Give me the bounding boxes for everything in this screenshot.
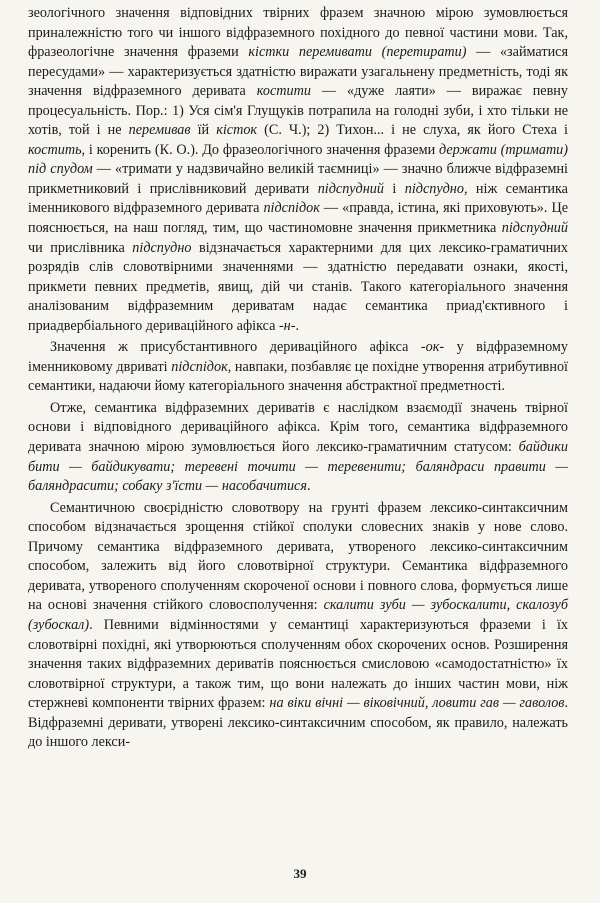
- paragraph: [28, 338, 568, 397]
- italic-run: скалити зуби — зубоскалити, скалозуб (зубоскал): [28, 597, 568, 633]
- text-run: . Певними відмінностями у семантиці характеризуються фраземи і їх словотвірні похідні, які утворюються сполученням обох скорочених основ. Розширення значення таких відфраземних дериватів пояснюється смисловою «самодостатністю» їх словотвірної структури, а також тим, що вони належать до інших частин мови, ніж стержневі компоненти твірних фразем:: [28, 616, 568, 712]
- text-run: Значення ж присубстантивного дериваційного афікса: [50, 339, 421, 356]
- text-run: , і коренить (К. О.). До фразеологічного значення фраземи: [81, 141, 440, 158]
- text-run: , ніж семантика іменникового відфраземного деривата: [28, 180, 568, 217]
- text-run: зеологічного значення відповідних твірних фразем значною мірою зумовлюється приналежністю того чи іншого відфраземного похідного до певної частини мови. Так, фразеологічне значення фраземи: [28, 5, 568, 61]
- italic-run: підспудно: [404, 180, 464, 197]
- text-run: — «правда, істина, які приховують». Це пояснюється, на наш погляд, тим, що частиномовне значення прикметника: [28, 200, 568, 237]
- text-run: — «тримати у надзвичайно великій таємниці» — значно ближче відфраземні прикметниковий і прислівниковий деривати: [28, 161, 568, 197]
- text-run: . Відфраземні деривати, утворені лексико-синтаксичним способом, як правило, належать до іншого лекси-: [28, 695, 568, 751]
- text-run: у відфраземному іменниковому двриваті: [28, 339, 568, 375]
- italic-run: байдики бити — байдикувати; теревені точити — теревенити; баляндраси правити — баляндрасити; собаку з'їсти — насобачитися: [28, 439, 568, 495]
- page-number: 39: [293, 866, 307, 881]
- italic-run: костити: [256, 83, 311, 100]
- page-body: [28, 4, 568, 753]
- text-run: (С. Ч.); 2) Тихон... і не слуха, як його Стеха і: [257, 122, 568, 139]
- text-run: чи прислівника: [28, 239, 133, 256]
- paragraph: [28, 399, 568, 497]
- italic-run: кісток: [216, 122, 258, 139]
- italic-run: -ок-: [420, 339, 445, 356]
- italic-run: підспідок: [171, 358, 228, 375]
- italic-run: на віки вічні — віковічний, ловити гав — гаволов: [269, 695, 565, 712]
- italic-run: підспудний: [501, 220, 568, 237]
- text-run: Отже, семантика відфраземних дериватів є наслідком взаємодії значень твірної основи і відповідного дериваційного афікса. Крім того, семантика відфраземного деривата значною мірою зумовлюється його лексико-граматичним статусом:: [28, 399, 568, 456]
- text-run: .: [295, 317, 299, 334]
- italic-run: перемивав: [128, 122, 191, 139]
- text-run: відзначається характерними для цих лексико-граматичних розрядів слів словотвірними значеннями — здатністю передавати ознаки, якості, прикмети певних предметів, явищ, дій чи станів. Такого категоріального значення аналізованим відфраземним дериватам надає семантика приад'єктивного і приадвербіального дериваційного афікса: [28, 239, 568, 334]
- paragraph: [28, 499, 568, 753]
- text-run: і: [383, 180, 405, 197]
- italic-run: підспудний: [317, 180, 384, 197]
- italic-run: підспідок: [263, 200, 320, 217]
- text-run: — «дуже лаяти» — виражає певну процесуальність. Пор.: 1) Уся сім'я Глущуків потрапила на голодні зуби, і хто тільки не хотів, той і не: [28, 83, 568, 139]
- text-run: — «займатися пересудами» — характеризується здатністю виражати узагальнену предметність, тоді як значення відфраземного деривата: [28, 44, 568, 100]
- paragraph: [28, 4, 568, 336]
- italic-run: -н-: [278, 317, 296, 334]
- text-run: .: [306, 478, 311, 495]
- italic-run: кістки перемивати (перетирати): [248, 44, 467, 61]
- text-run: їй: [190, 122, 217, 139]
- text-run: , навпаки, позбавляє це похідне утворення атрибутивної семантики, надаючи йому категоріального значення абстрактної предметності.: [28, 358, 568, 395]
- italic-run: держати (тримати) під спудом: [28, 141, 569, 178]
- italic-run: підспудно: [132, 239, 192, 256]
- italic-run: костить: [28, 141, 82, 158]
- text-run: Семантичною своєрідністю словотвору на грунті фразем лексико-синтаксичним способом відзначається зрощення стійкої сполуки словесних знаків у нове слово. Причому семантика відфраземного деривата, утвореного лексико-синтаксичним способом, залежить від його словотвірної структури. Семантика відфраземного деривата, утвореного сполученням скороченої основи і повного слова, формується лише на основі значення стійкого словосполучення:: [28, 499, 568, 614]
